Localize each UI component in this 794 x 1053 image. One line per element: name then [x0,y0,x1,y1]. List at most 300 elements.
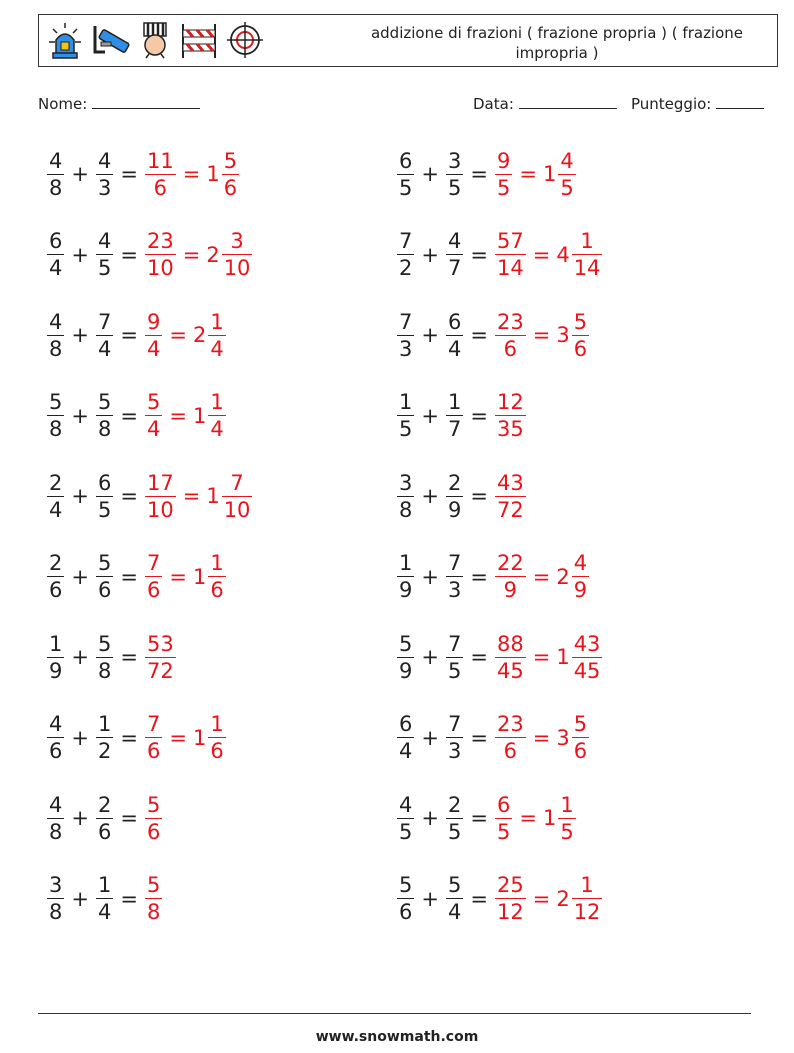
addend-fraction-2 [446,793,463,844]
addend-fraction-2 [96,149,113,200]
addend-fraction-2 [446,551,463,602]
addend-fraction-2-denominator: 7 [447,417,462,441]
addend-fraction-2 [446,873,463,924]
addend-fraction-1-denominator: 6 [399,900,413,924]
answer-fraction-denominator: 12 [496,900,524,924]
answer-fraction [495,149,512,200]
mixed-fraction [572,310,589,361]
problem-row [396,708,590,768]
addend-fraction-1-denominator: 5 [399,175,413,200]
addend-fraction-2-denominator: 5 [447,658,462,683]
answer-fraction [495,390,526,441]
addend-fraction-1-denominator: 4 [399,739,413,763]
mixed-fraction-numerator: 1 [210,390,224,414]
answer-fraction-numerator: 5 [146,390,161,414]
mixed-fraction-denominator: 4 [210,417,224,441]
mixed-whole-number: 1 [192,564,207,589]
addend-fraction-1-denominator: 2 [399,256,413,280]
addend-fraction-1 [397,551,414,602]
answer-fraction-denominator: 8 [146,900,161,924]
mixed-fraction [222,471,253,522]
plus-sign: + [71,323,89,347]
addend-fraction-2 [446,149,463,200]
plus-sign: + [421,886,439,911]
mixed-whole-number: 1 [542,806,557,830]
addend-fraction-1-denominator: 5 [399,417,413,441]
addend-fraction-2-numerator: 6 [97,470,112,495]
plus-sign: + [71,484,89,508]
answer-fraction-numerator: 22 [496,551,524,575]
answer-fraction-numerator: 88 [496,631,524,656]
equals-sign: = [120,886,138,911]
addend-fraction-1-denominator: 8 [49,336,63,361]
addend-fraction-2 [446,229,463,280]
addend-fraction-1-denominator: 4 [49,256,63,280]
footer-website[interactable]: www.snowmath.com [315,1029,479,1045]
equals-sign-answer: = [532,725,551,750]
mixed-fraction-numerator: 3 [230,229,244,253]
addend-fraction-1 [397,873,414,924]
answer-fraction [495,632,526,683]
mixed-fraction-numerator: 1 [560,792,574,817]
addend-fraction-2-numerator: 5 [447,873,462,897]
problem-row [46,869,163,929]
addend-fraction-1 [397,793,414,844]
addend-fraction-2-denominator: 5 [97,497,112,522]
answer-fraction [495,551,526,602]
problem-row [396,144,577,204]
answer-fraction-numerator: 7 [146,551,161,575]
addend-fraction-1-numerator: 1 [49,631,63,656]
addend-fraction-2-numerator: 2 [97,792,112,817]
plus-sign: + [421,162,439,186]
problem-row [396,869,603,929]
mixed-whole-number: 4 [556,242,570,267]
addend-fraction-2-numerator: 4 [97,148,112,173]
addend-fraction-1-denominator: 8 [49,900,63,924]
answer-fraction-numerator: 53 [146,631,174,656]
addend-fraction-2-denominator: 2 [97,739,112,763]
mixed-fraction-denominator: 10 [223,497,251,522]
addend-fraction-2-denominator: 4 [447,900,462,924]
answer-fraction [145,873,162,924]
problem-row [46,386,227,446]
addend-fraction-2-denominator: 4 [447,336,462,361]
equals-sign: = [470,645,488,669]
mixed-fraction-denominator: 10 [223,256,251,280]
addend-fraction-1 [47,632,64,683]
plus-sign: + [421,242,439,267]
addend-fraction-2-numerator: 7 [447,712,462,736]
addend-fraction-1 [47,873,64,924]
plus-sign: + [71,806,89,830]
addend-fraction-2 [96,229,113,280]
equals-sign: = [120,564,138,589]
addend-fraction-2 [446,390,463,441]
addend-fraction-1 [397,471,414,522]
addend-fraction-1 [47,551,64,602]
header-icons [45,20,265,60]
plus-sign: + [71,162,89,186]
addend-fraction-1-numerator: 2 [49,470,63,495]
addend-fraction-1-numerator: 3 [49,873,63,897]
equals-sign: = [120,403,138,428]
equals-sign: = [470,806,488,830]
problem-row [46,708,227,768]
mixed-fraction-denominator: 5 [560,175,574,200]
answer-fraction-numerator: 5 [146,873,161,897]
answer-fraction [145,149,176,200]
equals-sign: = [120,323,138,347]
problem-row [396,788,577,848]
addend-fraction-2 [446,471,463,522]
mixed-whole-number: 2 [206,242,220,267]
addend-fraction-1-denominator: 9 [49,658,63,683]
mixed-whole-number: 3 [556,725,570,750]
answer-fraction-numerator: 23 [496,712,524,736]
addend-fraction-2-denominator: 8 [97,417,112,441]
problem-row [46,788,163,848]
mixed-fraction [572,873,603,924]
mixed-fraction-denominator: 5 [560,819,574,844]
problem-row [396,386,527,446]
addend-fraction-2-numerator: 5 [97,390,112,414]
mixed-whole-number: 1 [542,162,557,186]
answer-fraction-numerator: 12 [496,390,524,414]
equals-sign-answer: = [532,886,551,911]
answer-fraction-numerator: 23 [496,309,524,334]
equals-sign: = [470,564,488,589]
worksheet-title: addizione di frazioni ( frazione propria ) ( frazione impropria ) [370,24,744,62]
equals-sign-answer: = [169,725,187,750]
mixed-fraction-denominator: 9 [573,578,588,602]
answer-fraction-denominator: 10 [146,497,174,522]
plus-sign: + [421,806,439,830]
answer-fraction-denominator: 4 [146,417,161,441]
mixed-whole-number: 1 [556,645,570,669]
answer-fraction [145,229,176,280]
equals-sign: = [120,162,138,186]
answer-fraction-numerator: 11 [146,148,174,173]
answer-fraction [495,873,526,924]
plus-sign: + [71,645,89,669]
mixed-whole-number: 2 [192,323,207,347]
plus-sign: + [421,564,439,589]
addend-fraction-2-numerator: 2 [447,792,462,817]
answer-fraction-numerator: 25 [496,873,524,897]
problem-row [46,144,240,204]
equals-sign: = [470,403,488,428]
equals-sign-answer: = [182,162,201,186]
addend-fraction-1-numerator: 7 [399,309,413,334]
mixed-fraction [208,390,225,441]
equals-sign: = [120,725,138,750]
addend-fraction-2-numerator: 4 [97,229,112,253]
mixed-fraction-denominator: 6 [210,578,224,602]
answer-fraction [145,310,162,361]
equals-sign: = [120,645,138,669]
mixed-fraction-numerator: 5 [573,712,588,736]
mixed-fraction-numerator: 43 [573,631,601,656]
equals-sign-answer: = [532,564,551,589]
equals-sign-answer: = [532,242,551,267]
mixed-fraction-numerator: 1 [210,309,224,334]
addend-fraction-1 [47,471,64,522]
answer-fraction-numerator: 43 [496,470,524,495]
mixed-fraction [208,310,225,361]
mixed-fraction-numerator: 1 [210,551,224,575]
addend-fraction-1-numerator: 1 [399,390,413,414]
answer-fraction [495,471,526,522]
name-label: Nome: [38,95,88,113]
addend-fraction-1-numerator: 4 [399,792,413,817]
addend-fraction-2-numerator: 2 [447,470,462,495]
mixed-fraction [572,632,603,683]
answer-fraction [495,229,526,280]
equals-sign: = [120,242,138,267]
addend-fraction-2 [96,712,113,763]
answer-fraction-denominator: 14 [496,256,524,280]
addend-fraction-1-denominator: 9 [399,658,413,683]
addend-fraction-2 [96,873,113,924]
equals-sign-answer: = [182,484,201,508]
answer-fraction-denominator: 72 [496,497,524,522]
addend-fraction-1-numerator: 6 [399,148,413,173]
answer-fraction [145,793,162,844]
addend-fraction-2-denominator: 5 [447,819,462,844]
addend-fraction-2-numerator: 7 [97,309,112,334]
equals-sign-answer: = [519,806,537,830]
mixed-whole-number: 1 [206,162,220,186]
addend-fraction-2-denominator: 6 [97,578,112,602]
addend-fraction-2-numerator: 3 [447,148,462,173]
addend-fraction-1 [397,310,414,361]
mixed-fraction-numerator: 1 [210,712,224,736]
prisoner-icon [137,20,173,60]
addend-fraction-1-numerator: 3 [399,470,413,495]
police-siren-icon [45,20,85,60]
addend-fraction-1-denominator: 6 [49,578,63,602]
addend-fraction-1 [397,149,414,200]
answer-fraction-numerator: 7 [146,712,161,736]
addend-fraction-1-numerator: 5 [399,631,413,656]
header-box [38,14,778,67]
date-field [473,94,617,113]
addend-fraction-2-numerator: 1 [447,390,462,414]
plus-sign: + [421,323,439,347]
addend-fraction-1 [397,229,414,280]
footer-divider [38,1013,751,1014]
answer-fraction-denominator: 9 [495,576,526,602]
addend-fraction-1-denominator: 4 [49,497,63,522]
date-label: Data: [473,95,514,113]
mixed-fraction [208,551,225,602]
mixed-fraction-numerator: 1 [580,873,594,897]
mixed-fraction [558,149,575,200]
answer-fraction-denominator: 5 [496,819,511,844]
answer-fraction [495,793,512,844]
addend-fraction-2-denominator: 5 [97,256,112,280]
answer-fraction-numerator: 5 [146,792,161,817]
addend-fraction-1 [47,793,64,844]
problem-row [46,225,253,285]
plus-sign: + [71,725,89,750]
addend-fraction-2-denominator: 4 [97,900,112,924]
equals-sign: = [470,242,488,267]
equals-sign: = [120,806,138,830]
plus-sign: + [421,484,439,508]
problem-row [46,305,227,365]
mixed-fraction [208,712,225,763]
equals-sign: = [470,162,488,186]
equals-sign-answer: = [169,403,187,428]
mixed-fraction [572,229,603,280]
mixed-fraction [222,229,253,280]
problem-row [396,305,590,365]
problem-row [46,547,227,607]
equals-sign-answer: = [169,564,187,589]
score-field [631,94,764,113]
answer-fraction [145,551,162,602]
answer-fraction-denominator: 6 [146,739,161,763]
plus-sign: + [421,645,439,669]
answer-fraction [145,390,162,441]
mixed-fraction-denominator: 6 [210,739,224,763]
addend-fraction-2-denominator: 3 [447,578,462,602]
answer-fraction [145,471,176,522]
mixed-fraction-numerator: 1 [580,229,594,253]
plus-sign: + [71,564,89,589]
problem-row [46,466,253,526]
score-label: Punteggio: [631,95,712,113]
addend-fraction-1 [397,632,414,683]
mixed-fraction-denominator: 6 [573,336,588,361]
addend-fraction-2-denominator: 9 [447,497,462,522]
addend-fraction-2 [446,712,463,763]
addend-fraction-1-denominator: 8 [49,819,63,844]
addend-fraction-1-numerator: 4 [49,309,63,334]
addend-fraction-1-numerator: 4 [49,792,63,817]
addend-fraction-2-denominator: 4 [97,336,112,361]
answer-fraction [495,310,526,361]
answer-fraction-denominator: 6 [145,174,176,200]
problem-row [396,627,603,687]
addend-fraction-1-numerator: 5 [399,873,413,897]
addend-fraction-1-denominator: 8 [49,175,63,200]
answer-fraction-denominator: 6 [146,819,161,844]
addend-fraction-2-numerator: 4 [447,229,462,253]
addend-fraction-1 [47,149,64,200]
date-blank[interactable] [519,94,617,109]
mixed-fraction-numerator: 5 [573,309,588,334]
addend-fraction-1 [47,229,64,280]
mixed-fraction [572,551,589,602]
answer-fraction-numerator: 9 [496,148,511,173]
mixed-fraction-denominator: 45 [573,658,601,683]
addend-fraction-2-denominator: 3 [447,739,462,763]
problem-row [46,627,177,687]
answer-fraction-denominator: 35 [496,417,524,441]
answer-fraction-denominator: 4 [146,336,161,361]
addend-fraction-1-denominator: 8 [399,497,413,522]
answer-fraction-denominator: 72 [146,658,174,683]
addend-fraction-2-denominator: 3 [97,175,112,200]
addend-fraction-1-numerator: 4 [49,712,63,736]
addend-fraction-2 [446,632,463,683]
answer-fraction [145,712,162,763]
addend-fraction-2-numerator: 7 [447,551,462,575]
equals-sign: = [470,725,488,750]
addend-fraction-1-numerator: 7 [399,229,413,253]
answer-fraction-numerator: 57 [496,229,524,253]
addend-fraction-1-denominator: 5 [399,819,413,844]
mixed-fraction-numerator: 4 [573,551,588,575]
mixed-whole-number: 2 [556,564,570,589]
answer-fraction [495,712,526,763]
plus-sign: + [421,725,439,750]
addend-fraction-2-numerator: 5 [97,551,112,575]
addend-fraction-1 [397,390,414,441]
mixed-whole-number: 1 [192,403,207,428]
answer-fraction-denominator: 45 [496,658,524,683]
mixed-whole-number: 1 [192,725,207,750]
answer-fraction-denominator: 6 [495,737,526,763]
problem-row [396,547,590,607]
addend-fraction-2-numerator: 1 [97,873,112,897]
mixed-fraction-denominator: 12 [573,900,601,924]
mixed-fraction-numerator: 4 [560,148,574,173]
addend-fraction-2 [96,471,113,522]
addend-fraction-2-numerator: 7 [447,631,462,656]
mixed-fraction-denominator: 6 [573,739,588,763]
addend-fraction-1-denominator: 6 [49,739,63,763]
addend-fraction-2 [96,310,113,361]
mixed-fraction [558,793,575,844]
equals-sign: = [470,484,488,508]
addend-fraction-1-numerator: 6 [399,712,413,736]
addend-fraction-2 [446,310,463,361]
addend-fraction-1-denominator: 9 [399,578,413,602]
answer-fraction-numerator: 6 [496,792,511,817]
plus-sign: + [71,242,89,267]
name-blank[interactable] [92,94,200,109]
answer-fraction-numerator: 9 [146,309,161,334]
addend-fraction-2 [96,551,113,602]
plus-sign: + [71,403,89,428]
mixed-fraction-denominator: 4 [210,336,224,361]
addend-fraction-2 [96,390,113,441]
addend-fraction-2 [96,793,113,844]
answer-fraction-denominator: 6 [495,335,526,361]
answer-fraction-denominator: 10 [146,256,174,280]
equals-sign-answer: = [169,323,187,347]
answer-fraction-denominator: 6 [146,578,161,602]
mixed-whole-number: 3 [556,323,570,347]
mixed-fraction-numerator: 5 [223,148,238,173]
mixed-fraction [222,149,239,200]
equals-sign: = [120,484,138,508]
answer-fraction-numerator: 17 [146,470,174,495]
addend-fraction-1-numerator: 5 [49,390,63,414]
score-blank[interactable] [716,94,764,109]
barrier-icon [179,20,219,60]
equals-sign-answer: = [532,323,551,347]
addend-fraction-1 [47,310,64,361]
addend-fraction-2-denominator: 8 [97,658,112,683]
addend-fraction-1-numerator: 1 [399,551,413,575]
addend-fraction-2-numerator: 5 [97,631,112,656]
addend-fraction-1 [397,712,414,763]
